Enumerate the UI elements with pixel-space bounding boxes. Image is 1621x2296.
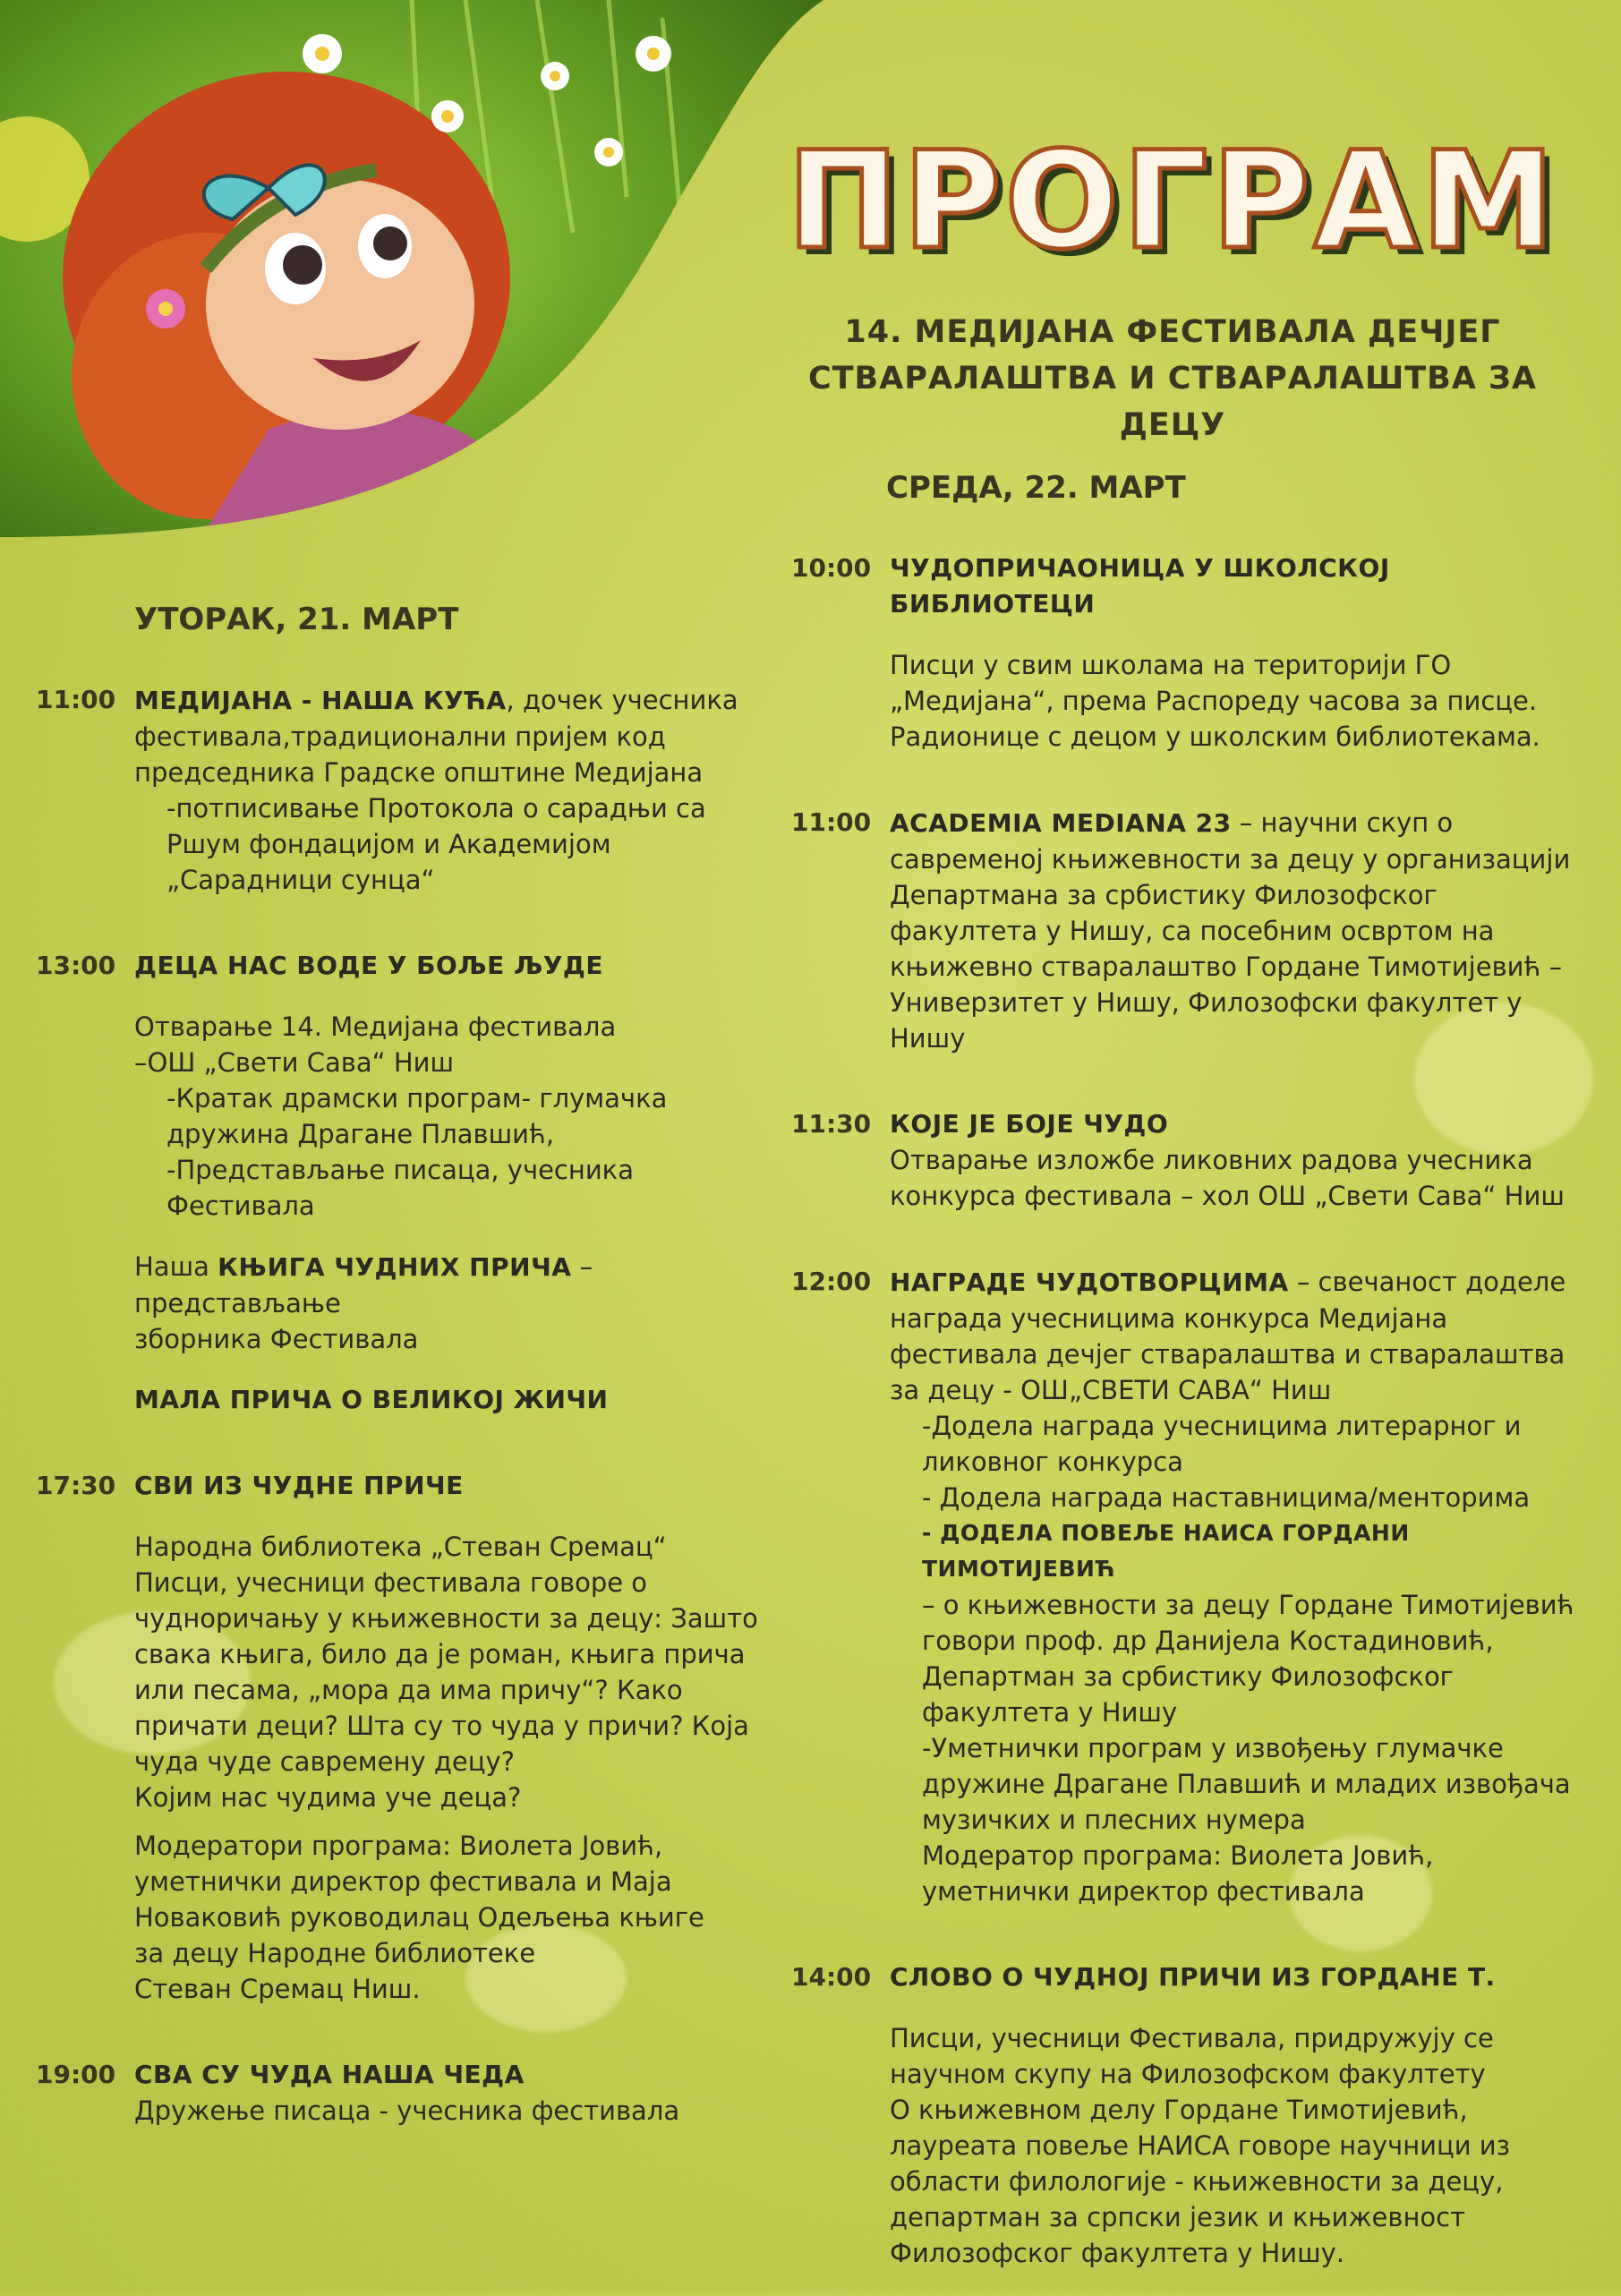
event-text: – о књижевности за децу Гордане Тимотијевић xyxy=(922,1590,1574,1620)
event-text: књижевно стваралаштво Гордане Тимотијевић – xyxy=(890,952,1563,982)
event-title: СВИ ИЗ ЧУДНЕ ПРИЧЕ xyxy=(134,1471,464,1500)
hero-illustration xyxy=(0,0,841,591)
event-text: конкурса фестивала – хол ОШ „Свети Сава“ Ниш xyxy=(890,1181,1565,1211)
event-text: Којим нас чудима уче деца? xyxy=(134,1782,522,1813)
event-text: – свечаност доделе xyxy=(1288,1267,1566,1297)
page-title: ПРОГРАМ xyxy=(787,124,1558,279)
event-time: 13:00 xyxy=(36,951,116,980)
event-text: Нишу xyxy=(890,1023,966,1054)
event-text: за децу Народне библиотеке xyxy=(134,1938,536,1968)
event-title: ДЕЦА НАС ВОДЕ У БОЉЕ ЉУДЕ xyxy=(134,951,603,980)
schedule-item xyxy=(791,805,1588,1056)
event-text: -Представљање писаца, учесника xyxy=(166,1155,634,1185)
event-text: музичких и плесних нумера xyxy=(922,1805,1306,1835)
event-time: 17:30 xyxy=(36,1471,116,1500)
schedule-item xyxy=(36,2057,788,2129)
award-title: - ДОДЕЛА ПОВЕЉЕ НАИСА ГОРДАНИ ТИМОТИЈЕВИЋ xyxy=(922,1520,1410,1582)
subtitle-line: СТВАРАЛАШТВА И СТВАРАЛАШТВА ЗА ДЕЦУ xyxy=(808,361,1537,443)
event-text: Дружење писаца - учесника фестивала xyxy=(134,2095,680,2126)
event-text: дружине Драгане Плавшић и младих извођача xyxy=(922,1769,1571,1799)
event-title: СВА СУ ЧУДА НАША ЧЕДА xyxy=(134,2060,525,2089)
event-text: причати деци? Шта су то чуда у причи? Која xyxy=(134,1711,749,1741)
event-text: - Додела награда наставницима/менторима xyxy=(922,1482,1531,1513)
event-text: Народна библиотека „Стеван Сремац“ xyxy=(134,1532,667,1562)
event-text: Филозофског факултета у Нишу. xyxy=(890,2238,1345,2268)
event-time: 14:00 xyxy=(791,1962,872,1992)
event-text: или песама, „мора да има причу“? Како xyxy=(134,1675,683,1705)
event-text: Универзитет у Нишу, Филозофски факултет у xyxy=(890,987,1523,1018)
event-text: дружина Драгане Плавшић, xyxy=(166,1119,555,1149)
event-text: фестивала дечјег стваралаштва и стваралаштва xyxy=(890,1339,1566,1370)
event-body xyxy=(134,1468,788,2007)
event-time: 10:00 xyxy=(791,553,872,583)
event-title: КОЈЕ ЈЕ БОЈЕ ЧУДО xyxy=(890,1109,1169,1139)
event-body xyxy=(890,1959,1588,2271)
event-text: -Уметнички програм у извођењу глумачке xyxy=(922,1733,1504,1763)
event-subtitle: МАЛА ПРИЧА О ВЕЛИКОЈ ЖИЧИ xyxy=(134,1385,609,1414)
event-text: фестивала,традиционални пријем код xyxy=(134,721,666,752)
event-text: ликовног конкурса xyxy=(922,1447,1183,1477)
event-text: Новаковић руководилац Одељења књиге xyxy=(134,1902,704,1933)
event-text: Писци, учесници Фестивала, придружују се xyxy=(890,2023,1494,2053)
event-text: Стеван Сремац Ниш. xyxy=(134,1974,421,2004)
event-text: –ОШ „Свети Сава“ Ниш xyxy=(134,1047,455,1078)
event-body xyxy=(134,2057,788,2129)
event-text: Модератор програма: Виолета Јовић, xyxy=(922,1840,1434,1871)
event-time: 11:30 xyxy=(791,1109,872,1139)
event-text: научном скупу на Филозофском факултету xyxy=(890,2059,1486,2089)
event-body xyxy=(134,682,788,898)
event-time: 11:00 xyxy=(36,685,116,714)
day-heading-wednesday: СРЕДА, 22. МАРТ xyxy=(886,470,1186,506)
event-text: – научни скуп о xyxy=(1231,807,1454,838)
event-text: награда учесницима конкурса Медијана xyxy=(890,1303,1448,1334)
event-body xyxy=(134,948,788,1418)
event-text: Наша xyxy=(134,1251,218,1282)
event-text: департман за српски језик и књижевност xyxy=(890,2202,1465,2232)
event-text: свака књига, било да је роман, књига прича xyxy=(134,1639,746,1669)
schedule-item xyxy=(791,1264,1588,1909)
event-text: говори проф. др Данијела Костадиновић, xyxy=(922,1626,1494,1656)
event-text: Модератори програма: Виолета Јовић, xyxy=(134,1831,663,1861)
event-time: 11:00 xyxy=(791,807,872,837)
event-body xyxy=(890,551,1588,755)
event-text: Департмана за србистику Филозофског xyxy=(890,880,1438,910)
event-text: зборника Фестивала xyxy=(134,1324,419,1354)
event-text: области филологије - књижевности за децу, xyxy=(890,2166,1504,2197)
event-text: чудноричању у књижевности за децу: Зашто xyxy=(134,1603,758,1634)
event-text: „Сарадници сунца“ xyxy=(166,865,435,895)
day-heading-tuesday: УТОРАК, 21. МАРТ xyxy=(134,602,459,637)
event-text: Фестивала xyxy=(166,1191,315,1221)
event-text: Писци у свим школама на територији ГО xyxy=(890,650,1452,680)
event-text: -потписивање Протокола о сарадњи са xyxy=(166,793,706,824)
event-text: Писци, учесници фестивала говоре о xyxy=(134,1567,648,1598)
event-title: СЛОВО О ЧУДНОЈ ПРИЧИ ИЗ ГОРДАНЕ Т. xyxy=(890,1962,1496,1992)
schedule-item xyxy=(791,1106,1588,1214)
event-text: Радионице с децом у школским библиотекама. xyxy=(890,721,1540,752)
event-title: НАГРАДЕ ЧУДОТВОРЦИМА xyxy=(890,1267,1289,1297)
schedule-item xyxy=(36,1468,788,2007)
event-text: лауреата повеље НАИСА говоре научници из xyxy=(890,2130,1511,2161)
event-body xyxy=(890,1264,1588,1909)
event-text: уметнички директор фестивала xyxy=(922,1876,1365,1907)
schedule-item xyxy=(791,1959,1588,2271)
girl-in-grass-illustration xyxy=(0,0,841,591)
event-body xyxy=(890,1106,1588,1214)
event-text: „Медијана“, према Распореду часова за писце. xyxy=(890,686,1538,716)
event-text: уметнички директор фестивала и Маја xyxy=(134,1866,672,1897)
festival-subtitle xyxy=(770,309,1575,448)
event-text: – представљање xyxy=(134,1251,593,1319)
event-title: ACADEMIA MEDIANA 23 xyxy=(890,808,1232,838)
schedule-item xyxy=(36,948,788,1418)
event-text: Ршум фондацијом и Академијом xyxy=(166,829,611,859)
event-text: Департман за србистику Филозофског xyxy=(922,1661,1454,1692)
event-text: О књижевном делу Гордане Тимотијевић, xyxy=(890,2095,1468,2125)
schedule-item xyxy=(791,551,1588,755)
event-text: Отварање 14. Медијана фестивала xyxy=(134,1011,617,1042)
event-text: савременој књижевности за децу у организацији xyxy=(890,844,1571,875)
tuesday-column xyxy=(36,602,788,2154)
event-body xyxy=(890,805,1588,1056)
schedule-item xyxy=(36,682,788,898)
event-text: -Додела награда учесницима литерарног и xyxy=(922,1411,1522,1441)
event-text: Отварање изложбе ликовних радова учесника xyxy=(890,1145,1533,1175)
event-title: МЕДИЈАНА - НАША КУЋА xyxy=(134,686,507,715)
event-text: факултета у Нишу, са посебним освртом на xyxy=(890,916,1495,946)
event-text: чуда чуде савремену децу? xyxy=(134,1746,516,1777)
event-text: председника Градске општине Медијана xyxy=(134,757,704,788)
event-text: -Кратак драмски програм- глумачка xyxy=(166,1083,668,1114)
event-text: факултета у Нишу xyxy=(922,1697,1178,1728)
book-title: КЊИГА ЧУДНИХ ПРИЧА xyxy=(218,1252,572,1282)
event-text: за децу - ОШ„СВЕТИ САВА“ Ниш xyxy=(890,1375,1332,1405)
event-time: 12:00 xyxy=(791,1267,872,1296)
wednesday-column xyxy=(791,470,1588,2296)
event-title: ЧУДОПРИЧАОНИЦА У ШКОЛСКОЈ БИБЛИОТЕЦИ xyxy=(890,553,1390,619)
subtitle-line: 14. МЕДИЈАНА ФЕСТИВАЛА ДЕЧЈЕГ xyxy=(844,314,1501,350)
event-text: , дочек учесника xyxy=(506,685,738,715)
event-time: 19:00 xyxy=(36,2060,116,2089)
